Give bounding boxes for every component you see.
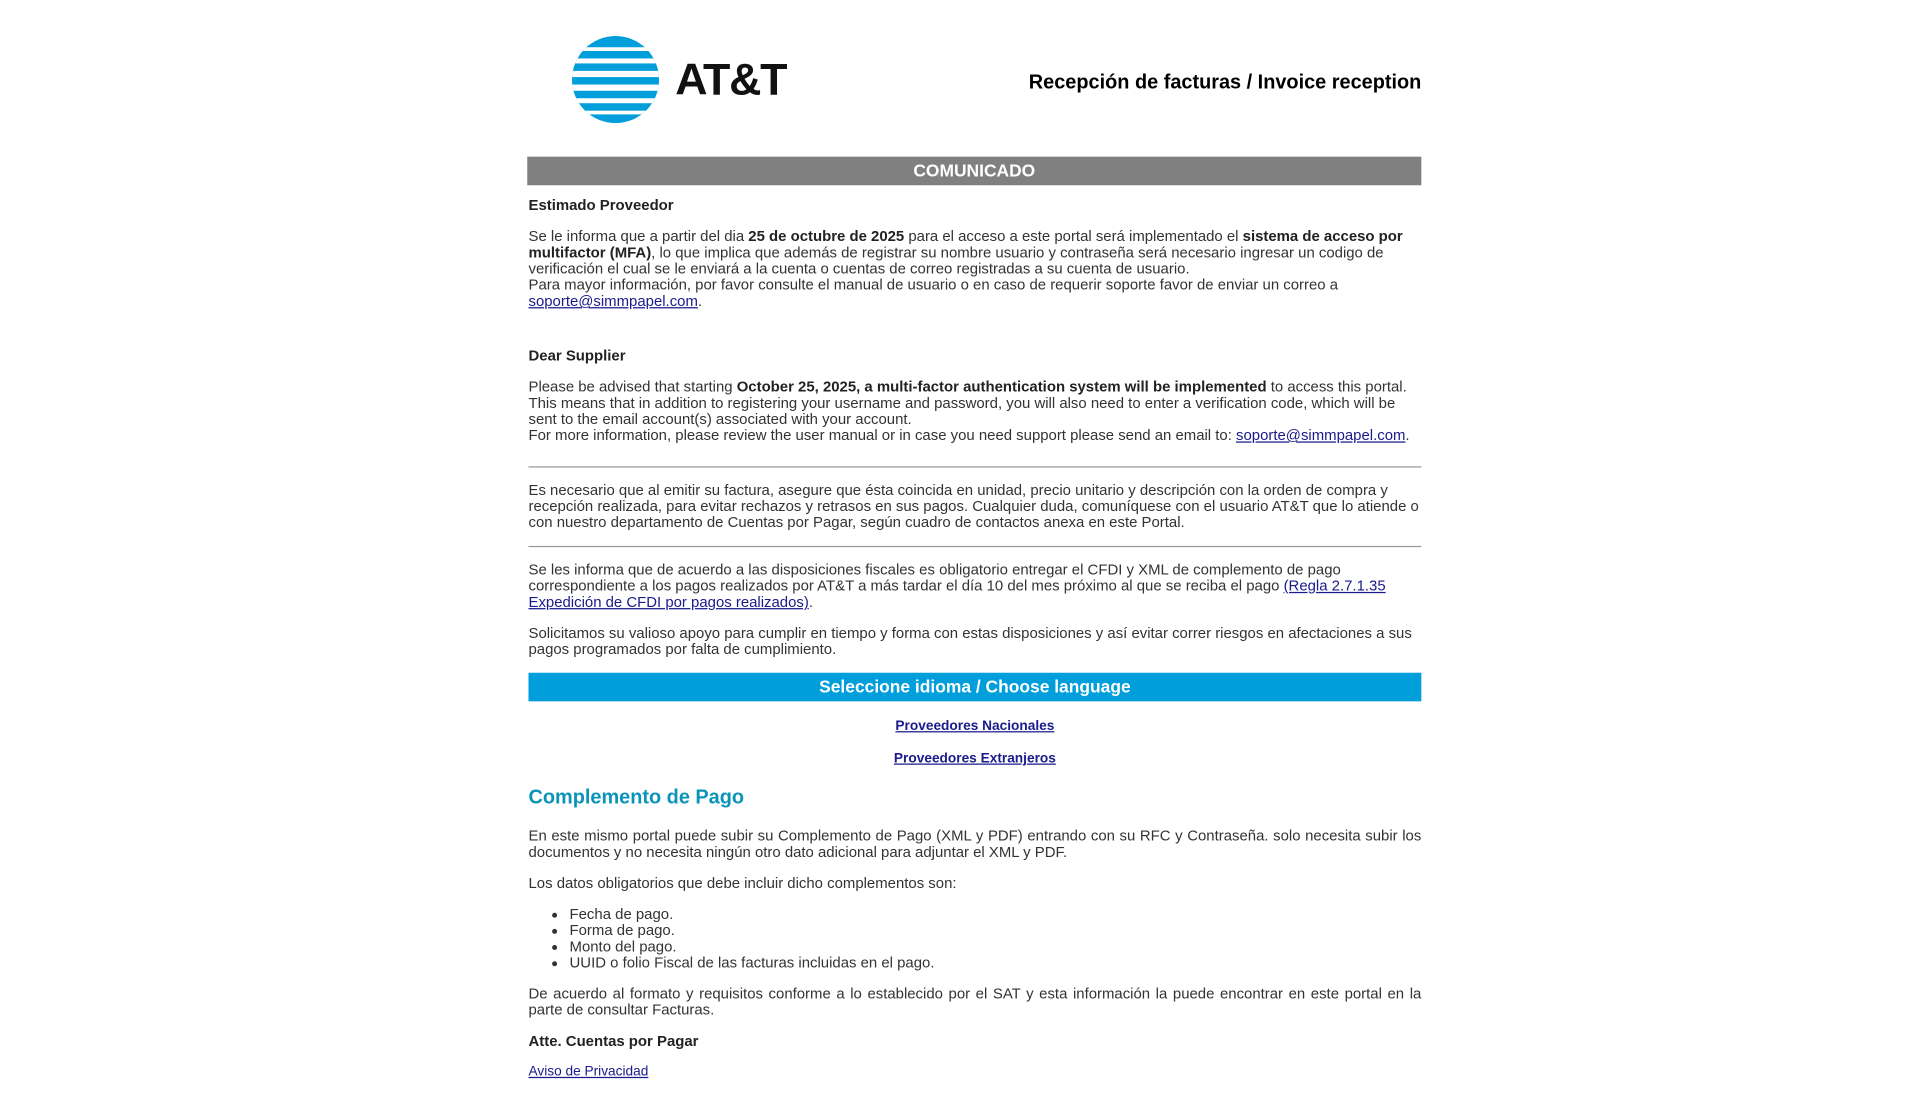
national-suppliers-link[interactable]: Proveedores Nacionales <box>895 718 1055 734</box>
complemento-intro: En este mismo portal puede subir su Complemento de Pago (XML y PDF) entrando con su RFC y Contraseña. solo necesita subir los documentos y no necesita ningún otro dato adicional para adjuntar el XML y PDF. <box>528 826 1422 861</box>
foreign-suppliers-link[interactable]: Proveedores Extranjeros <box>893 751 1056 766</box>
national-suppliers-row <box>528 719 1421 735</box>
support-email-link[interactable]: soporte@simmpapel.com <box>528 292 698 310</box>
complemento-heading: Complemento de Pago <box>528 787 745 809</box>
english-greeting: Dear Supplier <box>528 346 626 365</box>
spanish-notice <box>528 229 1421 277</box>
cfdi-notice: Se les informa que de acuerdo a las disposiciones fiscales es obligatorio entregar el CFDI y XML de complemento de pago correspondiente a los pagos realizados por AT&T a más tardar el día 10 del mes próximo al que se reciba el pago (Regla 2.7.1.35 Expedición de CFDI por pagos realizados). <box>528 560 1386 611</box>
signature: Atte. Cuentas por Pagar <box>528 1032 699 1050</box>
support-request: Solicitamos su valioso apoyo para cumplir en tiempo y forma con estas disposiciones y así evitar correr riesgos en afectaciones a sus pagos programados por falta de cumplimiento. <box>528 624 1412 658</box>
page-title: Recepción de facturas / Invoice reception <box>1028 72 1422 94</box>
mfa-date: 25 de octubre de 2025 <box>748 227 905 245</box>
list-item: • Fecha de pago. <box>570 907 1422 923</box>
list-item: • Forma de pago. <box>570 923 1422 939</box>
text-fragment: Se le informa que a partir del dia <box>528 227 749 245</box>
foreign-suppliers-row <box>528 751 1421 767</box>
privacy-notice-link[interactable]: Aviso de Privacidad <box>528 1064 649 1080</box>
text-fragment: , lo que implica que además de registrar su nombre usuario y contraseña será necesario ingresar un codigo de verificación el cual se le enviará a la cuenta o cuentas de correo registradas a su cuenta de usuario. <box>528 243 1384 278</box>
privacy-row <box>528 1064 1421 1080</box>
support-email-link[interactable]: soporte@simmpapel.com <box>1236 426 1406 444</box>
text-fragment: Se les informa que de acuerdo a las disposiciones fiscales es obligatorio entregar el CFDI y XML de complemento de pago correspondiente a los pagos realizados por AT&T a más tardar el día 10 del mes próximo al que se reciba el pago <box>528 560 1341 595</box>
text-fragment: Para mayor información, por favor consulte el manual de usuario o en caso de requerir soporte favor de enviar un correo a <box>528 276 1339 294</box>
divider <box>528 546 1421 547</box>
att-globe-icon <box>571 35 661 125</box>
english-notice <box>528 379 1421 427</box>
complemento-required: Los datos obligatorios que debe incluir dicho complementos son: <box>528 874 957 892</box>
text-fragment: para el acceso a este portal será implementado el <box>904 227 1243 245</box>
mfa-system: sistema de acceso por multifactor (MFA) <box>528 227 1403 262</box>
divider <box>528 466 1421 467</box>
list-item: • Monto del pago. <box>570 939 1422 955</box>
text-fragment: to access this portal. This means that in addition to registering your username and password, you will also need to enter a verification code, which will be sent to the email account(s) associated with your account. <box>528 378 1407 428</box>
required-fields-list <box>528 907 1421 972</box>
text-fragment: Please be advised that starting <box>528 378 737 396</box>
invoice-notice: Es necesario que al emitir su factura, asegure que ésta coincida en unidad, precio unitario y descripción con la orden de compra y recepción realizada, para evitar rechazos y retrasos en sus pagos. Cualquier duda, comuníquese con el usuario AT&T que lo atiende o con nuestro departamento de Cuentas por Pagar, según cuadro de contactos anexa en este Portal. <box>528 481 1419 531</box>
page-container <box>528 0 1421 1081</box>
att-logo <box>571 35 787 125</box>
mfa-bold: October 25, 2025, a multi-factor authentication system will be implemented <box>736 378 1267 396</box>
comunicado-bar: COMUNICADO <box>527 157 1421 186</box>
main-content <box>528 198 1421 1081</box>
logo-wordmark: AT&T <box>675 53 787 105</box>
text-fragment: For more information, please review the user manual or in case you need support please send an email to: <box>528 426 1237 444</box>
complemento-sat: De acuerdo al formato y requisitos conforme a lo establecido por el SAT y esta información la puede encontrar en este portal en la parte de consultar Facturas. <box>528 984 1422 1019</box>
spanish-greeting: Estimado Proveedor <box>528 196 674 214</box>
list-item: • UUID o folio Fiscal de las facturas incluidas en el pago. <box>570 955 1422 971</box>
header <box>528 0 1421 157</box>
english-support: For more information, please review the user manual or in case you need support please send an email to: soporte@simmpapel.com. <box>528 426 1410 444</box>
cfdi-rule-link[interactable]: (Regla 2.7.1.35 Expedición de CFDI por pagos realizados) <box>528 576 1386 611</box>
spanish-support: Para mayor información, por favor consulte el manual de usuario o en caso de requerir soporte favor de enviar un correo a soporte@simmpapel.com. <box>528 276 1339 310</box>
language-bar: Seleccione idioma / Choose language <box>528 673 1421 702</box>
